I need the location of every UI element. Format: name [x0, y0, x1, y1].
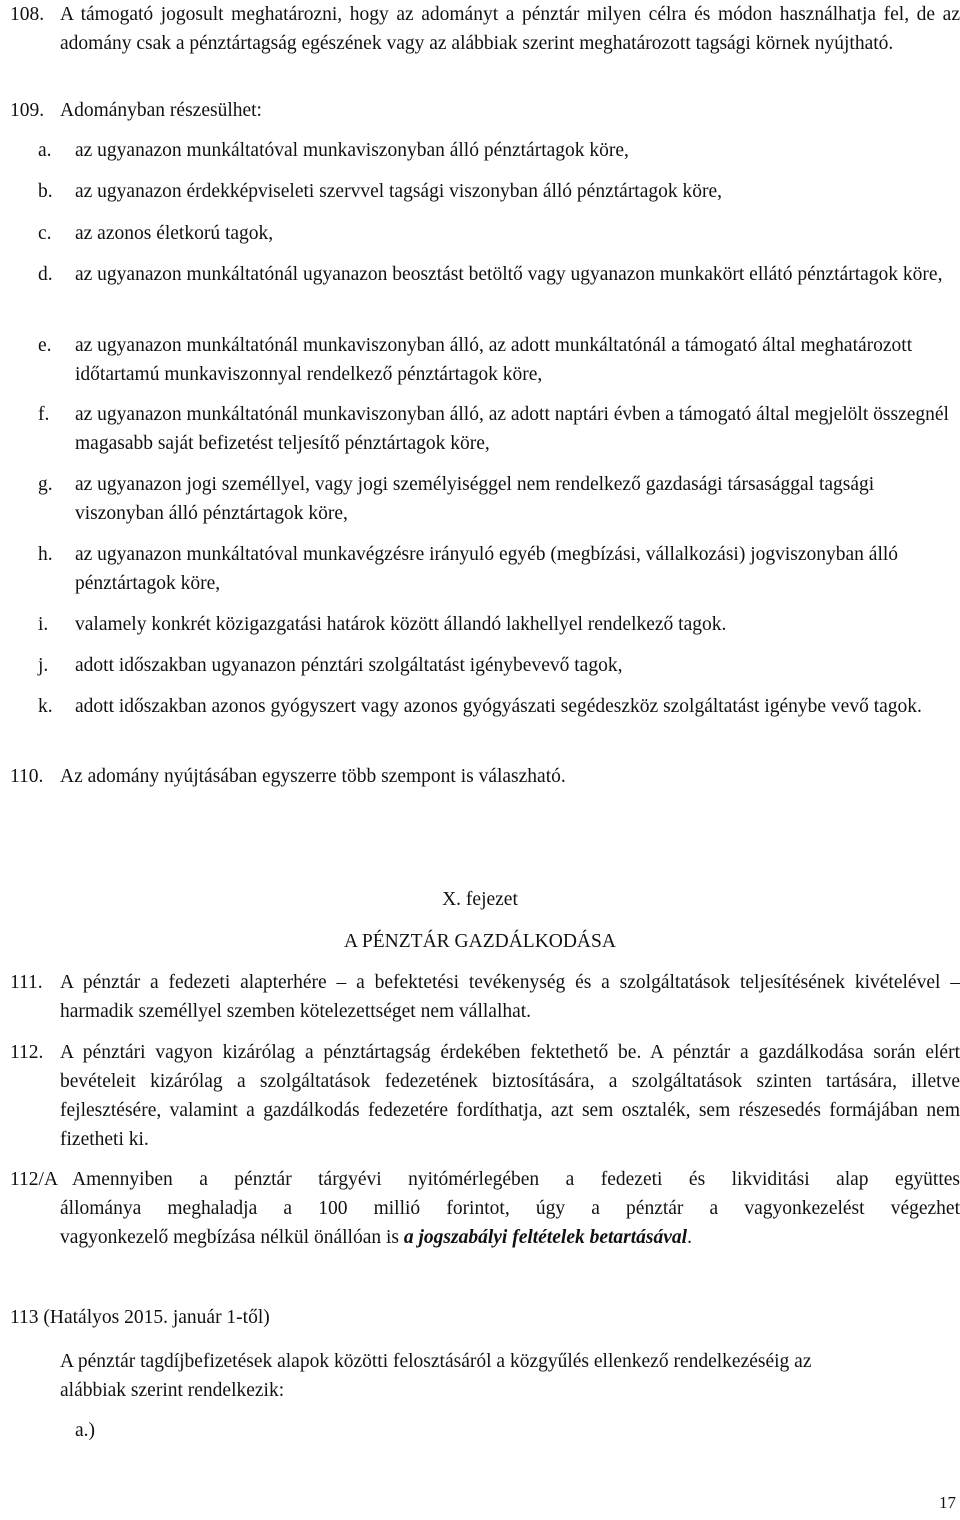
paragraph-113-item-a	[75, 1416, 960, 1445]
paragraph-113-heading	[10, 1303, 960, 1332]
paragraph-text: A pénztár tagdíjbefizetések alapok közötti felosztásáról a közgyűlés ellenkező rendelkezéséig az alábbiak szerint rendelkezik:	[60, 1351, 812, 1401]
paragraph-113	[10, 1347, 820, 1405]
list-item-letter: e.	[38, 335, 52, 356]
list-item-text: az ugyanazon munkáltatónál ugyanazon beosztást betöltő vagy ugyanazon munkakört ellátó pénztártagok köre,	[75, 264, 943, 285]
paragraph-text: Az adomány nyújtásában egyszerre több szempont is válaszható.	[60, 766, 566, 787]
list-item-text: az ugyanazon érdekképviseleti szervvel tagsági viszonyban álló pénztártagok köre,	[75, 181, 723, 202]
paragraph-number: 112/A	[10, 1169, 59, 1190]
paragraph-111	[10, 968, 960, 1026]
list-item-f	[38, 400, 960, 458]
list-item-letter: a.)	[75, 1420, 96, 1441]
list-item-text: adott időszakban azonos gyógyszert vagy azonos gyógyászati segédeszköz szolgáltatást igénybe vevő tagok.	[75, 696, 922, 717]
list-item-h	[38, 540, 960, 598]
paragraph-110	[10, 762, 960, 791]
list-item-text: az azonos életkorú tagok,	[75, 223, 274, 244]
list-item-j	[38, 651, 960, 680]
list-item-text: az ugyanazon munkáltatónál munkaviszonyban álló, az adott munkáltatónál a támogató által meghatározott időtartamú munkaviszonnyal rendelkező pénztártagok köre,	[75, 335, 913, 385]
list-item-i	[38, 610, 960, 639]
paragraph-text: A pénztár a fedezeti alapterhére – a befektetési tevékenység és a szolgáltatások teljesítésének kivételével – harmadik személlyel szemben kötelezettséget nem vállalhat.	[60, 972, 960, 1022]
paragraph-number: 108.	[10, 4, 45, 25]
list-item-letter: g.	[38, 474, 53, 495]
paragraph-number: 110.	[10, 766, 44, 787]
list-item-letter: k.	[38, 696, 53, 717]
list-item-letter: a.	[38, 140, 52, 161]
list-item-text: az ugyanazon jogi személlyel, vagy jogi személyiséggel nem rendelkező gazdasági társasággal tagsági viszonyban álló pénztártagok köre,	[75, 474, 875, 524]
paragraph-line-1: Amennyiben a pénztár tárgyévi nyitómérlegében a fedezeti és likviditási alap együttes	[72, 1169, 960, 1190]
paragraph-text: A támogató jogosult meghatározni, hogy az adományt a pénztár milyen célra és módon használhatja fel, de az adomány csak a pénztártagság egészének vagy az alábbiak szerint meghatározott tagsági körnek nyújtható.	[60, 4, 960, 54]
list-item-text: valamely konkrét közigazgatási határok között állandó lakhellyel rendelkező tagok.	[75, 614, 727, 635]
list-item-c	[38, 219, 960, 248]
paragraph-heading: 113 (Hatályos 2015. január 1-től)	[10, 1307, 270, 1328]
paragraph-line-2: állománya meghaladja a 100 millió forintot, úgy a pénztár a vagyonkezelést végezhet	[60, 1198, 960, 1219]
paragraph-109	[10, 96, 960, 125]
paragraph-number: 112.	[10, 1042, 44, 1063]
list-item-letter: b.	[38, 181, 53, 202]
chapter-number: X. fejezet	[442, 889, 518, 910]
list-item-text: adott időszakban ugyanazon pénztári szolgáltatást igénybevevő tagok,	[75, 655, 623, 676]
list-item-letter: i.	[38, 614, 49, 635]
line-3-end: .	[687, 1227, 692, 1248]
list-item-k	[38, 692, 960, 721]
list-item-text: az ugyanazon munkáltatóval munkaviszonyban álló pénztártagok köre,	[75, 140, 629, 161]
list-item-letter: c.	[38, 223, 52, 244]
list-item-e	[38, 331, 960, 389]
line-3-bold-italic-text: a jogszabályi feltételek betartásával	[403, 1227, 688, 1248]
paragraph-number: 111.	[10, 972, 43, 993]
list-item-letter: f.	[38, 404, 50, 425]
paragraph-112	[10, 1038, 960, 1154]
list-item-letter: d.	[38, 264, 53, 285]
list-item-b	[38, 177, 960, 206]
list-item-letter: h.	[38, 544, 53, 565]
paragraph-number: 109.	[10, 100, 45, 121]
list-item-d	[38, 260, 960, 289]
chapter-title: A PÉNZTÁR GAZDÁLKODÁSA	[344, 931, 616, 952]
paragraph-text: Adományban részesülhet:	[60, 100, 262, 121]
paragraph-112a	[10, 1165, 960, 1252]
list-item-g	[38, 470, 960, 528]
list-item-text: az ugyanazon munkáltatóval munkavégzésre irányuló egyéb (megbízási, vállalkozási) jogviszonyban álló pénztártagok köre,	[75, 544, 899, 594]
line-3-plain-text: vagyonkezelő megbízása nélkül önállóan is	[60, 1227, 404, 1248]
paragraph-line-3	[60, 1223, 960, 1252]
page-number: 17	[939, 1493, 956, 1512]
list-item-a	[38, 136, 960, 165]
paragraph-108	[10, 0, 960, 58]
list-item-text: az ugyanazon munkáltatónál munkaviszonyban álló, az adott naptári évben a támogató által megjelölt összegnél magasabb saját befizetést teljesítő pénztártagok köre,	[75, 404, 949, 454]
list-item-letter: j.	[38, 655, 49, 676]
paragraph-text: A pénztári vagyon kizárólag a pénztártagság érdekében fektethető be. A pénztár a gazdálkodása során elért bevételeit kizárólag a szolgáltatások fedezetének biztosítására, a szolgáltatások szinten tartására, illetve fejlesztésére, valamint a gazdálkodás fedezetére fordíthatja, azt sem osztalék, sem részesedés formájában nem fizetheti ki.	[60, 1042, 960, 1150]
